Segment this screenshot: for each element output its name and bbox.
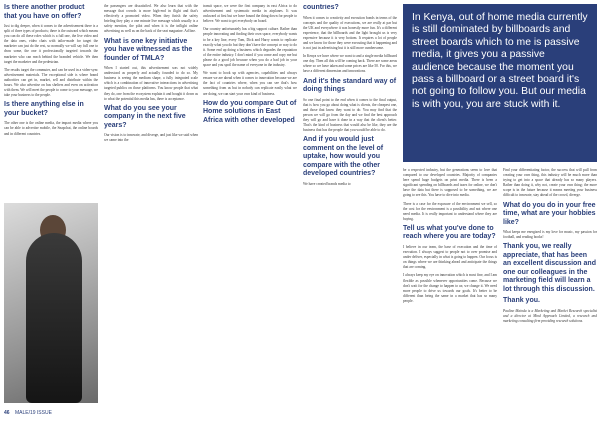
paragraph: What keeps me energized is my love for music, my passion for football, and reading books! [503, 230, 597, 240]
pull-quote-box [403, 4, 597, 162]
author-bio: Pauline Mainda is a Marketing and Market Research specialist and a director at Mind Approach Limited, a research and marketing consulting firm providing research solutions. [503, 308, 597, 323]
heading-bucket: Is there anything else in your bucket? [4, 101, 84, 117]
paragraph: Our vision is to innovate, and diverge, and just like we said when we came into the [104, 133, 198, 143]
paragraph: In Kenya we have where we want to and a single media billboard one day. Then all this will be coming back. There are some areas where so we have taken and some prices are like 50. For this, we have a different dimension and innovations. [303, 54, 397, 74]
heading-compare-east-africa: How do you compare Out of Home solutions in East Africa with other developed [203, 99, 297, 124]
paragraph: Our country unfortunately has a big support culture. Rather than people innovating and finding their own space, everybody wants to be a key line, every Tom, Dick and Harry wants to replicate exactly what you do but they don't have the concept or way to do it. Some end up doing a business which degrades the reputation of the entire industry. I don't mind if you come and copy me but please do a good job because when you do a bad job in your space and you spoil the name of everyone in the industry. [203, 27, 297, 68]
paragraph: When I started out, this advertisement was not widely understood as properly and actually founded to do so. My business is seeing the medium shape, a fully integrated scale which is a combination of innovative interactions in advertising targeted publics on those platforms. You know people that what they do, one from the ecosystem explain it and bought it down as to what the potential this media has, there is acceptance. [104, 66, 198, 101]
paragraph: So one final point to the end when it comes to the final output, that is how you go about doing what is clients, the cheapest one, and those that know they want to do. You may find that the person we will go from the day and we find the best approach they will go and have it done in a way that the client's better. That's the kind of business that would also be like, they are the business that has the people that you would be able to do. [303, 97, 397, 133]
paragraph: Just to dig deeper, when it comes to the advertisement there is a split of three types of products; there is the outward which means you can do all these roles which is a full one, the live video and the data ones, video chats with tailor-made for target the marketer can just do the rest, so normally we will say full one to draw some, the one it professionally targeted towards the marketer who can reach behind the branded vehicle. We then target the marketer and the pedestrian. [4, 24, 98, 64]
heading-standard-way: And it's the standard way of doing things [303, 77, 397, 94]
paragraph: We have created brands media to [303, 181, 351, 186]
paragraph: The other one is the online media, the impact media where you can be able to advertise mobile, the Snapchat, the online boards and in different countries. [4, 121, 98, 136]
paragraph: transit space, we were the first company in east Africa to do advertisement and systematic media in airplanes. It was awkward at first but we have bound the thing down for people to believe. We want to get everybody on board. [203, 4, 297, 24]
heading-thank-you-discussion: Thank you, we really appreciate, that has been an excellent discussion and one our colleagues in the marketing field will learn a lot through this discussion. [503, 243, 596, 293]
page-number: 46 [4, 410, 10, 416]
heading-initiative: What is one key initiative you have witnessed as the founder of TMLA? [104, 37, 193, 62]
heading-other-product: Is there another product that you have on offer? [4, 4, 85, 20]
paragraph: The results target the commuter, and can be used in a video-sync advertisement materials. The exceptional side is where brand authorities can get in, market, sell and distribute within the hours. We also advertise on bus shelters and even on activation with them. We will meet the people to come to your message, we take your business to the people. [4, 67, 98, 98]
heading-free-time: What do you do in your free time, what are your hobbies like? [503, 201, 596, 226]
paragraph: We want to hook up with agencies, capabilities and always ensure we are ahead when it comes to innovation because we are the fact of countries where, when you can see that's how something from us but in nobody can replicate easily what we are doing, we can start your own kind of business. [203, 71, 297, 96]
page-footer [4, 410, 52, 416]
paragraph: Find your differentiating factor, the success that will pull from creating your own thing, this industry will be much more than trying to get into a space that already has so many players. Rather than doing it, why not, create your own thing; the more scope is in the future because it means meeting your business difficult to innovate, stay ahead of the crowd, diverge. [503, 168, 597, 198]
paragraph: I believe in our team, the base of execution and the time of execution. I always suggest to people not to over promise and under deliver, especially in what is going to happen. Our focus is on things where we are thinking ahead and anticipate the things that are coming. [403, 244, 497, 270]
column-6 [503, 168, 597, 327]
column-5 [403, 168, 497, 307]
heading-thank-you: Thank you. [503, 297, 540, 305]
paragraph: There is a case for the exposure of the environment we sell, so the cost for the environment is a possibility and not where one need media. It is really important to understand where they are buying. [403, 201, 497, 221]
column-3 [203, 4, 297, 128]
paragraph: be a respected industry, but the generations seem to love that compared to our developed countries. Majority of companies here spend huge budgets on print media. There is been a significant spending on billboards and taxes for online, we don't have the data but there is supposed to be something, we are going to see this. You have to dive into media. [403, 168, 497, 198]
column-2 [104, 4, 198, 146]
heading-uptake: And if you would just comment on the level of uptake, how would you compare with the other developed countries? [303, 136, 384, 178]
paragraph: When it comes to creativity and execution bonds in terms of the concepts and the quality of executions, we are really at par but the UK and everywhere it was honestly more fun. It's a different experience, that the billboards and the light brought us is very expensive because it is very bottom. It requires a lot of people and we know for those they were executing that it happening and is not just in advertising but it is still more cumbersome. [303, 15, 397, 51]
magazine-issue: MALE/19 ISSUE [14, 410, 52, 416]
heading-countries: countries? [303, 4, 339, 11]
column-4 [303, 4, 397, 190]
portrait-photo [4, 203, 98, 403]
pull-quote-text: In Kenya, out of home media currently is still dominated by billboards and street boards which to me is passive media, it gives you a passive audience because the moment you pass a billboard or a street board it's not going to follow you. But our media is with you, you are stuck with it. [412, 12, 588, 110]
heading-reach: Tell us what you've done to reach where you are today? [403, 224, 496, 241]
photo-silhouette [26, 233, 82, 403]
heading-five-years: What do you see your company in the next five years? [104, 104, 186, 129]
column-1 [4, 4, 98, 140]
paragraph: the passengers are dissatisfied. We also learn that with the message that crowds is more high-end in flight and that's effectively a promoted video. When they finish the safety briefing they play a one minute live message which usually is a safety mention, the pilot and when it is the inflight online advertising as well as on the back of the seat magazine. Ad line. [104, 4, 198, 34]
paragraph: I always keep my eye on innovation which is most fine, and I am flexible as possible whenever opportunities come. Because we don't wait for the change to happen to us; we change it. We need more people to drive us towards our goals. It's better to be different than being the same in a market that has so many people. [403, 273, 497, 303]
